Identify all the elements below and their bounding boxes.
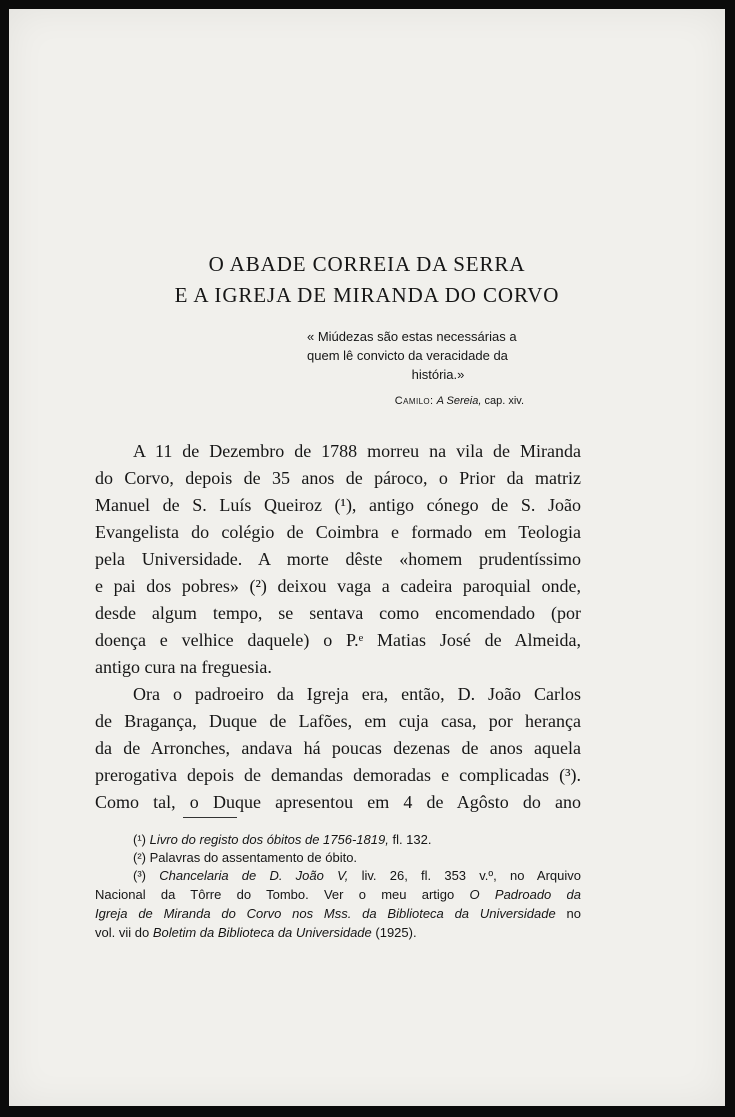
epigraph-source (307, 395, 524, 407)
body-line-4: Evangelista do colégio de Coimbra e formado em Teologia (95, 522, 581, 542)
body-line-10: Ora o padroeiro da Igreja era, então, D. João Carlos (133, 684, 581, 704)
article-title-line-2: E A IGREJA DE MIRANDA DO CORVO (174, 283, 560, 307)
footnote-3-l2-it: O Padroado da (469, 887, 581, 902)
document-page (9, 9, 725, 1106)
epigraph-line-2: quem lê convicto da veracidade da (307, 348, 508, 363)
footnote-3-l4-a: vol. vii do (95, 925, 153, 940)
body-line-12: da de Arronches, andava há poucas dezenas de anos aquela (95, 738, 581, 758)
footnote-1-title: Livro do registo dos óbitos de 1756-1819, (149, 832, 389, 847)
footnote-1-mark: (¹) (133, 832, 146, 847)
footnote-3-l4-it: Boletim da Biblioteca da Universidade (152, 925, 372, 940)
footnote-2-text: Palavras do assentamento de óbito. (149, 850, 358, 865)
footnote-separator (183, 817, 237, 818)
footnote-3-l4-rest: (1925). (371, 925, 417, 940)
body-line-7: desde algum tempo, se sentava como encomendado (por (95, 603, 581, 623)
body-line-5: pela Universidade. A morte dêste «homem prudentíssimo (95, 549, 581, 569)
body-line-11: de Bragança, Duque de Lafões, em cuja casa, por herança (95, 711, 581, 731)
footnote-2-mark: (²) (133, 850, 146, 865)
body-line-13: prerogativa depois de demandas demoradas e complicadas (³). (95, 765, 581, 785)
footnote-3-mark: (³) (133, 868, 146, 883)
footnote-3-line-3 (95, 905, 581, 923)
epigraph-author: Camilo: (394, 395, 434, 407)
footnote-3-l2-a: Nacional da Tôrre do Tombo. Ver o meu artigo (95, 887, 470, 902)
footnote-1-rest: fl. 132. (388, 832, 432, 847)
epigraph-line-1: « Miúdezas são estas necessárias a (307, 329, 517, 344)
epigraph-work: A Sereia, (436, 395, 482, 407)
body-line-8: doença e velhice daquele) o P.ᵉ Matias José de Almeida, (95, 630, 581, 650)
footnote-1 (133, 831, 581, 849)
epigraph-chapter: cap. xiv. (484, 395, 524, 407)
article-title-line-1: O ABADE CORREIA DA SERRA (208, 252, 526, 276)
body-line-1: A 11 de Dezembro de 1788 morreu na vila de Miranda (133, 441, 581, 461)
footnote-3-l3-rest: no (555, 906, 582, 921)
body-line-9: antigo cura na freguesia. (95, 657, 272, 677)
epigraph-line-3: história.» (411, 367, 465, 382)
footnote-3-line-2 (95, 886, 581, 904)
footnote-2 (133, 849, 581, 867)
footnote-3-l3-it: Igreja de Miranda do Corvo nos Mss. da Biblioteca da Universidade (95, 906, 556, 921)
body-line-2: do Corvo, depois de 35 anos de pároco, o Prior da matriz (95, 468, 581, 488)
footnote-3-line-4 (95, 924, 581, 942)
footnote-3-chancelaria: Chancelaria de D. João V, (159, 868, 349, 883)
footnote-3-line-1 (133, 867, 581, 885)
footnote-3-l1-rest: liv. 26, fl. 353 v.º, no Arquivo (348, 868, 581, 883)
body-line-14: Como tal, o Duque apresentou em 4 de Agôsto do ano (95, 792, 581, 812)
body-line-6: e pai dos pobres» (²) deixou vaga a cadeira paroquial onde, (95, 576, 581, 596)
body-line-3: Manuel de S. Luís Queiroz (¹), antigo cónego de S. João (95, 495, 581, 515)
